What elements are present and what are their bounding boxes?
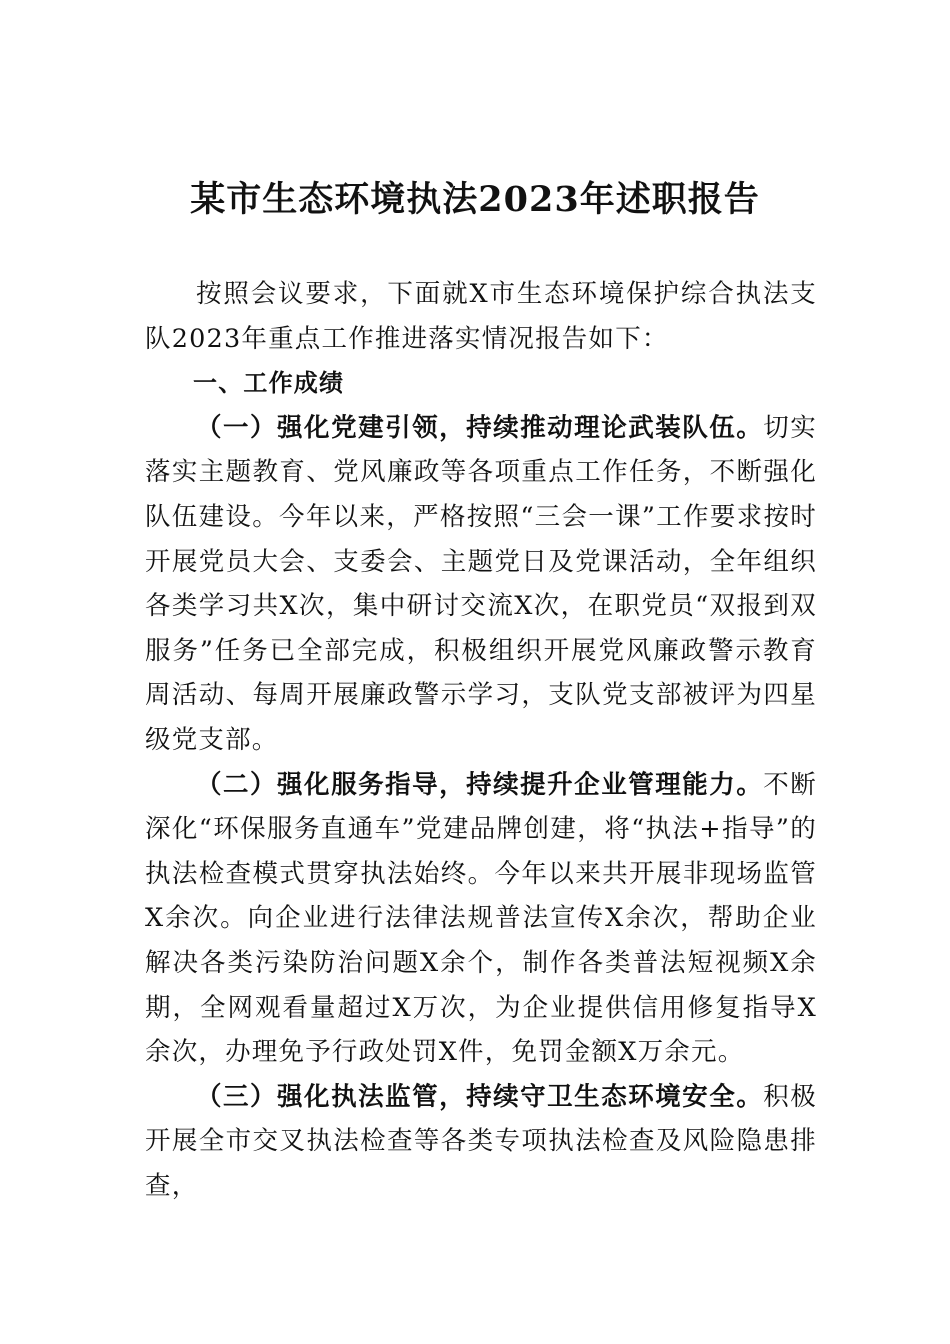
intro-paragraph: 按照会议要求，下面就X市生态环境保护综合执法支队2023年重点工作推进落实情况报告如下： [145,279,817,354]
item-3-body: 积极开展全市交叉执法检查等各类专项执法检查及风险隐患排查， [145,1081,817,1201]
item-1-lead: （一）强化党建引领，持续推动理论武装队伍。 [196,412,764,443]
paragraph-item-2 [145,763,817,1075]
paragraph-item-1 [145,406,817,763]
section-heading: 一、工作成绩 [193,369,345,398]
item-2-body: 不断深化“环保服务直通车”党建品牌创建，将“执法+指导”的执法检查模式贯穿执法始终。今年以来共开展非现场监管X余次。向企业进行法律法规普法宣传X余次，帮助企业解决各类污染防治问题X余个，制作各类普法短视频X余期，全网观看量超过X万次，为企业提供信用修复指导X余次，办理免予行政处罚X件，免罚金额X万余元。 [145,769,817,1068]
document-body [145,272,817,1208]
item-3-lead: （三）强化执法监管，持续守卫生态环境安全。 [196,1081,764,1112]
item-2-lead: （二）强化服务指导，持续提升企业管理能力。 [196,769,764,800]
document-title: 某市生态环境执法2023年述职报告 [190,179,760,220]
item-1-body: 切实落实主题教育、党风廉政等各项重点工作任务，不断强化队伍建设。今年以来，严格按照“三会一课”工作要求按时开展党员大会、支委会、主题党日及党课活动，全年组织各类学习共X次，集中研讨交流X次，在职党员“双报到双服务”任务已全部完成，积极组织开展党风廉政警示教育周活动、每周开展廉政警示学习，支队党支部被评为四星级党支部。 [145,412,817,755]
paragraph-item-3 [145,1075,817,1209]
